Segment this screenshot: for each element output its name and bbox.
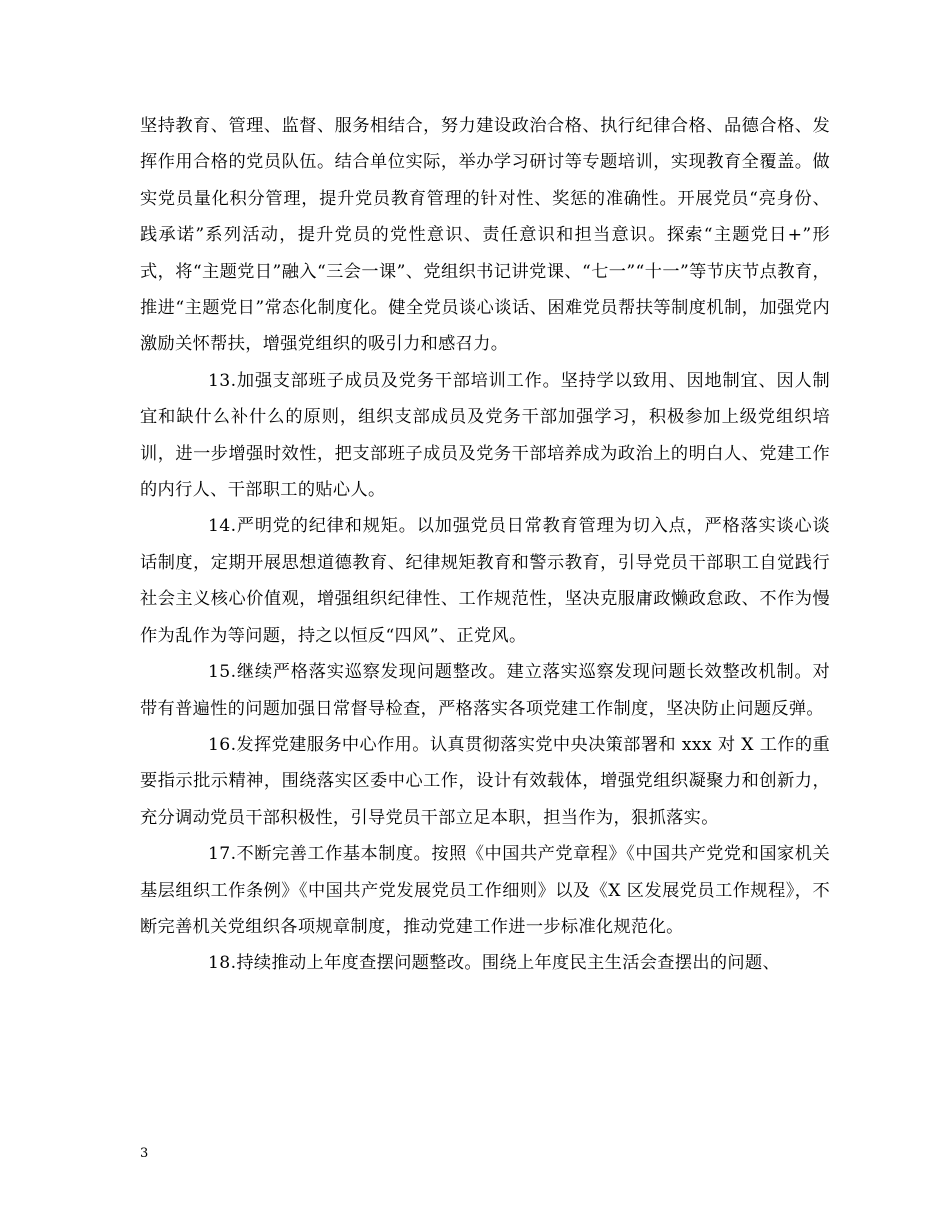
paragraph-16: 16.发挥党建服务中心作用。认真贯彻落实党中央决策部署和 xxx 对 X 工作的重要指示批示精神，围绕落实区委中心工作，设计有效载体，增强党组织凝聚力和创新力，充分调动党员干部积极性，引导党员干部立足本职，担当作为，狠抓落实。 [140, 734, 830, 828]
paragraph-13: 13.加强支部班子成员及党务干部培训工作。坚持学以致用、因地制宜、因人制宜和缺什么补什么的原则，组织支部成员及党务干部加强学习，积极参加上级党组织培训，进一步增强时效性，把支部班子成员及党务干部培养成为政治上的明白人、党建工作的内行人、干部职工的贴心人。 [140, 370, 830, 501]
paragraph-14: 14.严明党的纪律和规矩。以加强党员日常教育管理为切入点，严格落实谈心谈话制度，定期开展思想道德教育、纪律规矩教育和警示教育，引导党员干部职工自觉践行社会主义核心价值观，增强组织纪律性、工作规范性，坚决克服庸政懒政怠政、不作为慢作为乱作为等问题，持之以恒反“四风”、正党风。 [140, 516, 830, 646]
paragraph-15: 15.继续严格落实巡察发现问题整改。建立落实巡察发现问题长效整改机制。对带有普遍性的问题加强日常督导检查，严格落实各项党建工作制度，坚决防止问题反弹。 [140, 662, 830, 719]
body-text [140, 108, 830, 982]
paragraph-1: 坚持教育、管理、监督、服务相结合，努力建设政治合格、执行纪律合格、品德合格、发挥作用合格的党员队伍。结合单位实际，举办学习研讨等专题培训，实现教育全覆盖。做实党员量化积分管理，提升党员教育管理的针对性、奖惩的准确性。开展党员“亮身份、践承诺”系列活动，提升党员的党性意识、责任意识和担当意识。探索“主题党日+”形式，将“主题党日”融入“三会一课”、党组织书记讲党课、“七一”“十一”等节庆节点教育，推进“主题党日”常态化制度化。健全党员谈心谈话、困难党员帮扶等制度机制，加强党内激励关怀帮扶，增强党组织的吸引力和感召力。 [140, 116, 830, 355]
paragraph-18: 18.持续推动上年度查摆问题整改。围绕上年度民主生活会查摆出的问题、 [208, 953, 781, 974]
page-number: 3 [140, 1146, 149, 1161]
paragraph-17: 17.不断完善工作基本制度。按照《中国共产党章程》《中国共产党党和国家机关基层组织工作条例》《中国共产党发展党员工作细则》以及《X 区发展党员工作规程》，不断完善机关党组织各项规章制度，推动党建工作进一步标准化规范化。 [140, 844, 830, 937]
